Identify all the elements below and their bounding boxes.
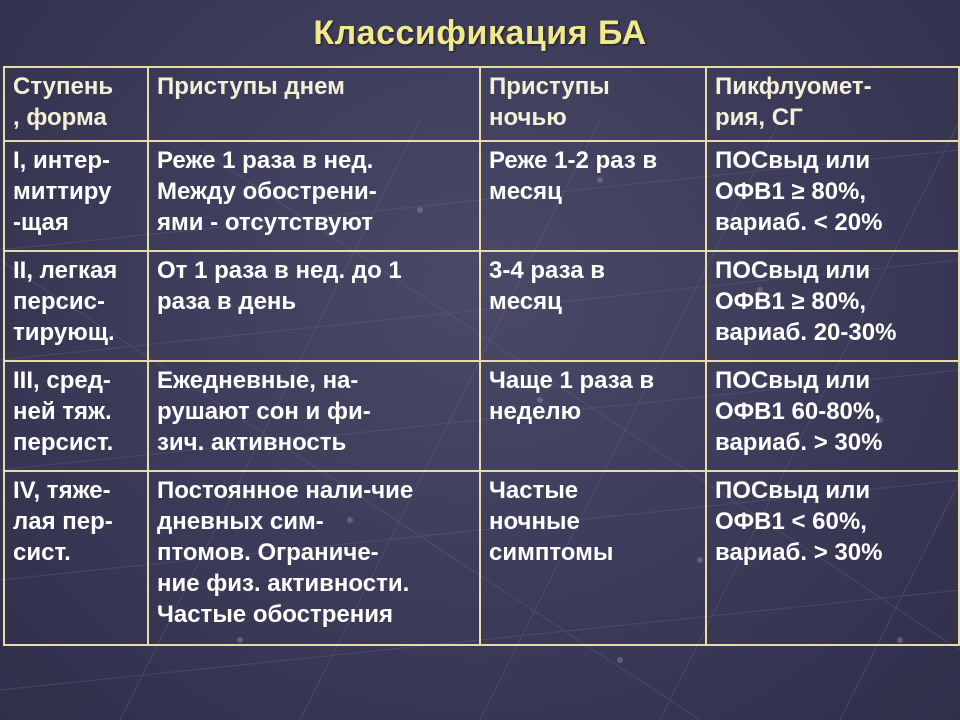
- cell-night: Реже 1-2 раз в месяц: [480, 141, 706, 251]
- header-peak-flow: Пикфлуомет- рия, СГ: [706, 67, 959, 141]
- cell-peak: ПОСвыд или ОФВ1 ≥ 80%, вариаб. 20-30%: [706, 251, 959, 361]
- table-row: [4, 361, 959, 471]
- cell-day: От 1 раза в нед. до 1 раза в день: [148, 251, 480, 361]
- cell-peak: ПОСвыд или ОФВ1 ≥ 80%, вариаб. < 20%: [706, 141, 959, 251]
- cell-night: 3-4 раза в месяц: [480, 251, 706, 361]
- cell-peak: ПОСвыд или ОФВ1 < 60%, вариаб. > 30%: [706, 471, 959, 645]
- table-row: [4, 251, 959, 361]
- cell-stage: I, интер- миттиру -щая: [4, 141, 148, 251]
- slide-title: Классификация БА: [313, 14, 647, 52]
- table-header-row: [4, 67, 959, 141]
- cell-day: Постоянное нали-чие дневных сим- птомов. Ограниче- ние физ. активности. Частые обострения: [148, 471, 480, 645]
- cell-night: Чаще 1 раза в неделю: [480, 361, 706, 471]
- table-row: [4, 471, 959, 645]
- table-row: [4, 141, 959, 251]
- cell-stage: III, сред- ней тяж. персист.: [4, 361, 148, 471]
- classification-table: [3, 66, 960, 646]
- header-night-attacks: Приступы ночью: [480, 67, 706, 141]
- cell-peak: ПОСвыд или ОФВ1 60-80%, вариаб. > 30%: [706, 361, 959, 471]
- cell-day: Реже 1 раза в нед. Между обострени- ями - отсутствуют: [148, 141, 480, 251]
- header-day-attacks: Приступы днем: [148, 67, 480, 141]
- cell-stage: II, легкая персис- тирующ.: [4, 251, 148, 361]
- header-stage: Ступень , форма: [4, 67, 148, 141]
- cell-stage: IV, тяже- лая пер- сист.: [4, 471, 148, 645]
- cell-night: Частые ночные симптомы: [480, 471, 706, 645]
- cell-day: Ежедневные, на- рушают сон и фи- зич. активность: [148, 361, 480, 471]
